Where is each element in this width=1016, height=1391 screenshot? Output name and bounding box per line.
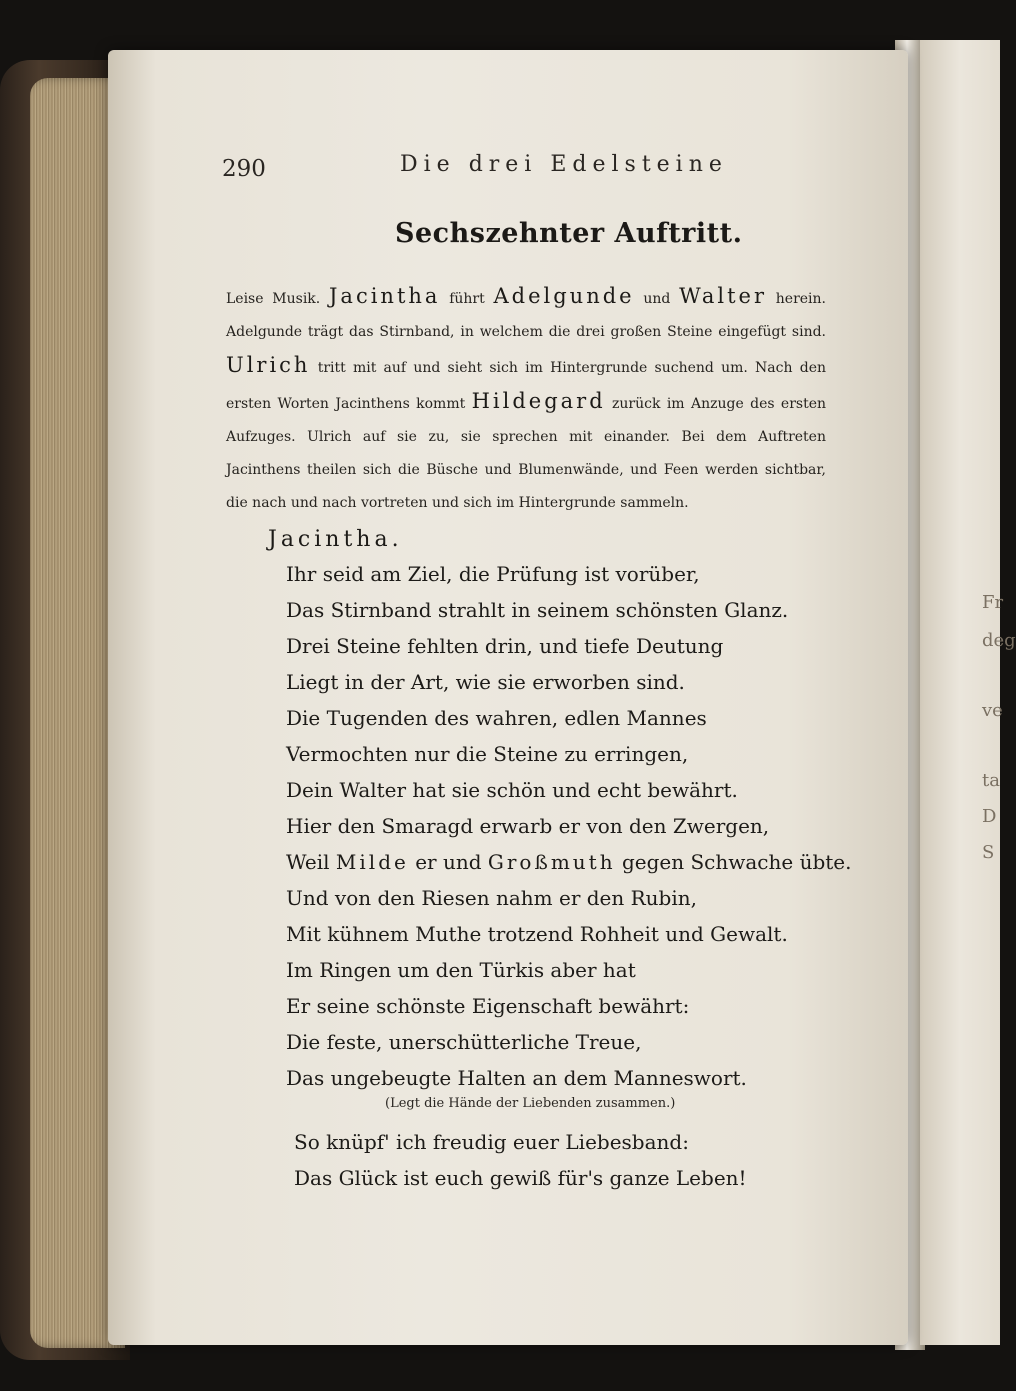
verse-line: Das Glück ist euch gewiß für's ganze Leben! [294,1166,747,1190]
stage-direction [226,280,826,520]
emphasized-word: Großmuth [487,850,616,874]
verse-line: Die Tugenden des wahren, edlen Mannes [286,706,707,730]
direction-text: führt [440,291,494,307]
verse-line: Das Stirnband strahlt in seinem schönsten Glanz. [286,598,789,622]
verse-line: So knüpf' ich freudig euer Liebesband: [294,1130,689,1154]
direction-text: zurück im Anzuge des ersten Aufzuges. Ulrich auf sie zu, sie sprechen mit einander. Bei dem Auftreten Jacinthens theilen sich die Büsche und Blumenwände, und Feen werden sichtbar, die nach und nach vortreten und sich im Hintergrunde sammeln. [226,396,827,511]
stage-note: (Legt die Hände der Liebenden zusammen.) [385,1096,676,1111]
verse-line: Ihr seid am Ziel, die Prüfung ist vorüber, [286,562,700,586]
verse-line: Und von den Riesen nahm er den Rubin, [286,886,697,910]
page-number: 290 [222,156,266,182]
character-name: Ulrich [226,353,311,377]
direction-text: tritt mit auf und sieht sich im Hintergrunde suchend um. Nach den ersten Worten Jacinthens kommt [226,360,826,412]
facing-page-fragment: ta [982,770,1000,791]
verse-line: Drei Steine fehlten drin, und tiefe Deutung [286,634,724,658]
verse-line: Hier den Smaragd erwarb er von den Zwergen, [286,814,770,838]
facing-page [920,40,1000,1345]
facing-page-fragment: D [982,806,997,827]
verse-line: Dein Walter hat sie schön und echt bewährt. [286,778,738,802]
facing-page-fragment: deg [982,630,1016,651]
facing-page-fragment: S [982,842,995,863]
scene-title: Sechszehnter Auftritt. [395,218,743,249]
emphasized-word: Milde [335,850,409,874]
verse-line [286,844,851,880]
verse-block-final [294,1124,747,1196]
verse-line: Mit kühnem Muthe trotzend Rohheit und Gewalt. [286,922,788,946]
running-head: Die drei Edelsteine [400,152,728,177]
verse-line: Das ungebeugte Halten an dem Manneswort. [286,1066,747,1090]
character-name: Jacintha [329,284,441,308]
verse-line: Die feste, unerschütterliche Treue, [286,1030,642,1054]
verse-text: gegen Schwache übte. [615,850,852,874]
direction-text: herein. Adelgunde trägt das Stirnband, in welchem die drei großen Steine eingefügt sind. [226,291,826,340]
character-name: Hildegard [471,389,606,413]
verse-line: Im Ringen um den Türkis aber hat [286,958,636,982]
verse-block [286,556,851,1096]
facing-page-fragment: ve [982,700,1003,721]
verse-line: Er seine schönste Eigenschaft bewährt: [286,994,690,1018]
verse-line: Liegt in der Art, wie sie erworben sind. [286,670,685,694]
direction-text: Leise Musik. [226,291,321,307]
verse-line: Vermochten nur die Steine zu erringen, [286,742,689,766]
character-name: Walter [679,284,768,308]
direction-text: und [634,291,680,307]
verse-text: er und [408,850,488,874]
facing-page-fragment: Fr [982,592,1004,613]
verse-text: Weil [286,850,336,874]
speaker-name: Jacintha. [268,527,403,552]
character-name: Adelgunde [493,284,635,308]
